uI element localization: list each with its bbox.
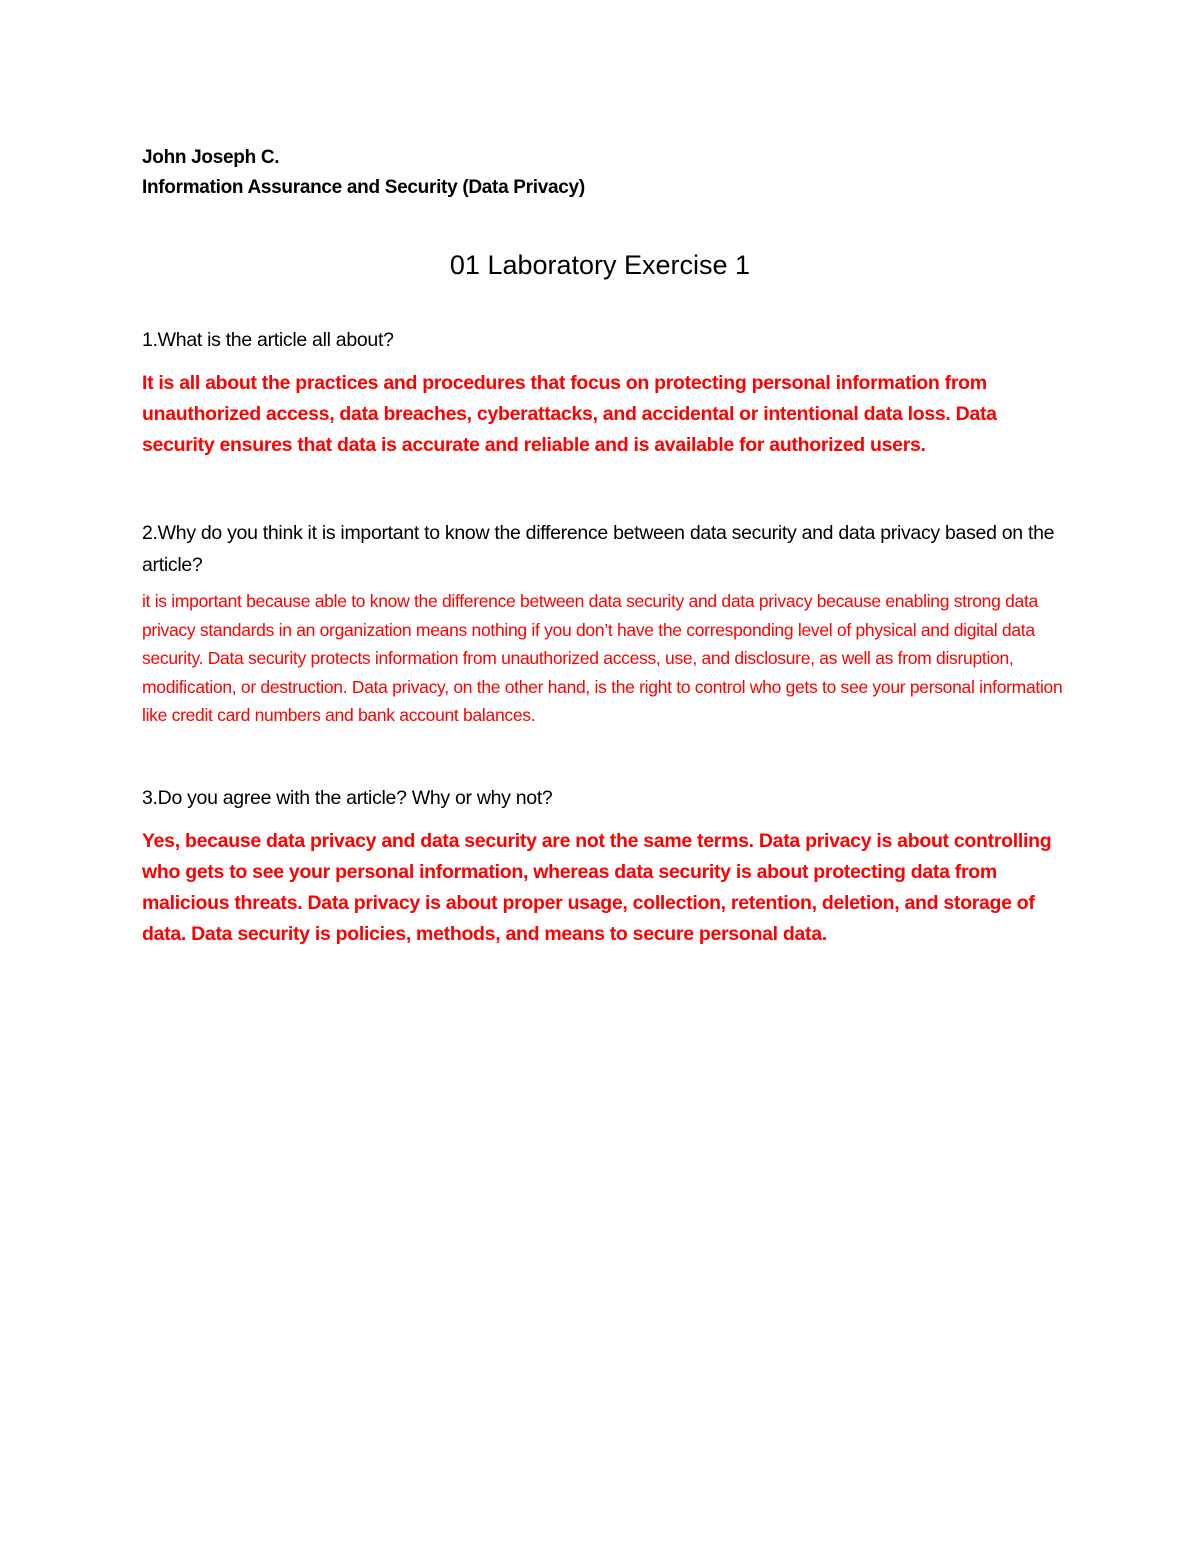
question-2: 2.Why do you think it is important to know the difference between data security and data privacy based on the article? xyxy=(142,522,1055,576)
document-title: 01 Laboratory Exercise 1 xyxy=(449,250,751,280)
document-content xyxy=(142,143,1072,950)
question-1: 1.What is the article all about? xyxy=(142,329,394,351)
answer-3: Yes, because data privacy and data security are not the same terms. Data privacy is about controlling who gets to see your personal information, whereas data security is about protecting data from malicious threats. Data privacy is about proper usage, collection, retention, deletion, and storage of data. Data security is policies, methods, and means to secure personal data. xyxy=(142,829,1052,945)
course-name: Information Assurance and Security (Data Privacy) xyxy=(142,177,585,198)
author-name: John Joseph C. xyxy=(142,147,280,168)
answer-1: It is all about the practices and procedures that focus on protecting personal information from unauthorized access, data breaches, cyberattacks, and accidental or intentional data loss. Data security ensures that data is accurate and reliable and is available for authorized users. xyxy=(142,372,997,456)
answer-2: it is important because able to know the difference between data security and data privacy because enabling strong data privacy standards in an organization means nothing if you don’t have the corresponding level of physical and digital data security. Data security protects information from unauthorized access, use, and disclosure, as well as from disruption, modification, or destruction. Data privacy, on the other hand, is the right to control who gets to see your personal information like credit card numbers and bank account balances. xyxy=(142,591,1063,726)
question-3: 3.Do you agree with the article? Why or why not? xyxy=(142,786,553,809)
